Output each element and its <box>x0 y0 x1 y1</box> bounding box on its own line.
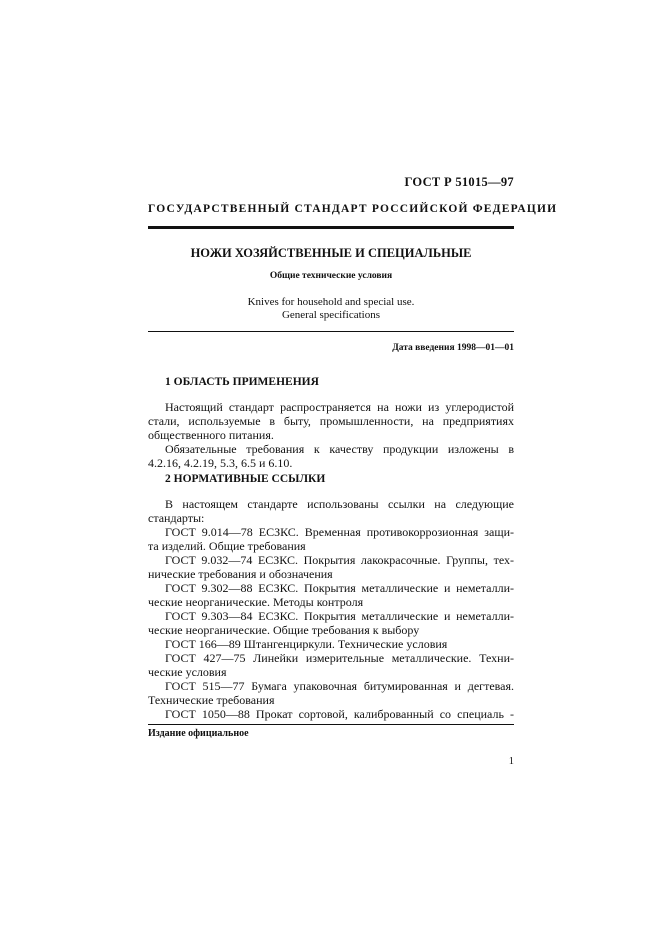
english-title-line-1: Knives for household and special use. <box>247 296 415 308</box>
section-2-line: ГОСТ 515—77 Бумага упаковочная битумированная и дегтевая. <box>165 679 514 693</box>
section-2-line: Технические требования <box>148 693 275 707</box>
section-2-line: нические требования и обозначения <box>148 567 333 581</box>
document-subtitle: Общие технические условия <box>269 271 393 281</box>
section-2-line: ГОСТ 166—89 Штангенциркули. Технические условия <box>165 637 448 651</box>
section-2-line: ГОСТ 9.032—74 ЕСЗКС. Покрытия лакокрасочные. Группы, тех- <box>165 553 514 567</box>
section-2-line: ГОСТ 427—75 Линейки измерительные металлические. Техни- <box>165 651 514 665</box>
footer-divider <box>148 724 514 725</box>
document-title: НОЖИ ХОЗЯЙСТВЕННЫЕ И СПЕЦИАЛЬНЫЕ <box>190 246 472 260</box>
introduction-date: Дата введения 1998—01—01 <box>392 343 514 353</box>
section-2-line: ГОСТ 9.014—78 ЕСЗКС. Временная противокоррозионная защи- <box>165 525 514 539</box>
section-2-line: ГОСТ 9.302—88 ЕСЗКС. Покрытия металлические и неметалли- <box>165 581 514 595</box>
standard-code: ГОСТ Р 51015—97 <box>404 175 514 189</box>
section-2-line: ГОСТ 1050—88 Прокат сортовой, калиброванный со специаль - <box>165 707 514 721</box>
organization-name: ГОСУДАРСТВЕННЫЙ СТАНДАРТ РОССИЙСКОЙ ФЕДЕРАЦИИ <box>148 203 558 215</box>
section-2-line: стандарты: <box>148 511 205 525</box>
section-2-line: та изделий. Общие требования <box>148 539 306 553</box>
english-title-line-2: General specifications <box>281 309 381 321</box>
header-divider <box>148 226 514 229</box>
section-2-line: ческие неорганические. Методы контроля <box>148 595 364 609</box>
section-1-line: Настоящий стандарт распространяется на ножи из углеродистой <box>165 400 514 414</box>
section-2-heading: 2 НОРМАТИВНЫЕ ССЫЛКИ <box>165 473 326 485</box>
section-1-line: 4.2.16, 4.2.19, 5.3, 6.5 и 6.10. <box>148 456 293 470</box>
section-1-line: общественного питания. <box>148 428 274 442</box>
section-1-line: Обязательные требования к качеству продукции изложены в <box>165 442 514 456</box>
section-2-line: В настоящем стандарте использованы ссылки на следующие <box>165 497 514 511</box>
section-2-line: ческие условия <box>148 665 227 679</box>
page-number: 1 <box>508 756 514 767</box>
edition-label: Издание официальное <box>148 728 249 739</box>
section-1-heading: 1 ОБЛАСТЬ ПРИМЕНЕНИЯ <box>165 376 319 388</box>
section-2-line: ГОСТ 9.303—84 ЕСЗКС. Покрытия металлические и неметалли- <box>165 609 514 623</box>
section-1-line: стали, используемые в быту, промышленности, на предприятиях <box>148 414 514 428</box>
section-2-line: ческие неорганические. Общие требования к выбору <box>148 623 420 637</box>
title-divider <box>148 331 514 332</box>
